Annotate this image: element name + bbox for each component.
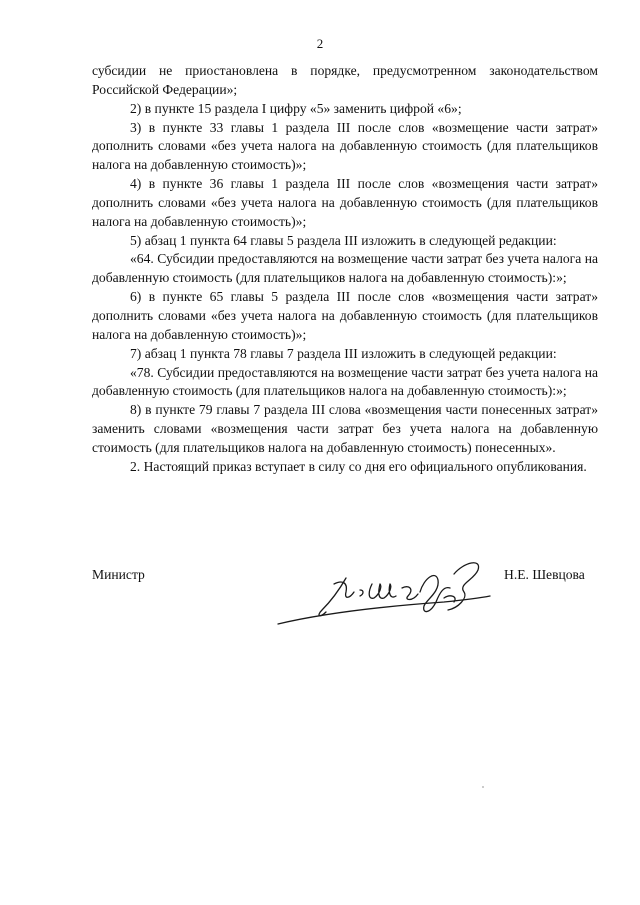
- paragraph-quote-64: «64. Субсидии предоставляются на возмещение части затрат без учета налога на добавленную стоимость (для плательщиков налога на добавленную стоимость):»;: [92, 251, 598, 286]
- paragraph-item-5: 5) абзац 1 пункта 64 главы 5 раздела III изложить в следующей редакции:: [130, 232, 557, 248]
- paragraph-item-6: 6) в пункте 65 главы 5 раздела III после слов «возмещения части затрат» дополнить словами «без учета налога на добавленную стоимость (для плательщиков налога на добавленную стоимость)»;: [92, 289, 598, 342]
- paragraph-item-4: 4) в пункте 36 главы 1 раздела III после слов «возмещения части затрат» дополнить словами «без учета налога на добавленную стоимость (для плательщиков налога на добавленную стоимость)»;: [92, 176, 598, 229]
- scan-speck: [482, 786, 484, 788]
- handwritten-signature: [268, 540, 498, 630]
- paragraph-item-8: 8) в пункте 79 главы 7 раздела III слова «возмещения части понесенных затрат» заменить словами «возмещения части затрат без учета налога на добавленную стоимость (для плательщиков налога на добавленную стоимость) понесенных».: [92, 402, 598, 455]
- paragraph-item-2: 2) в пункте 15 раздела I цифру «5» заменить цифрой «6»;: [130, 100, 462, 116]
- paragraph-continuation: субсидии не приостановлена в порядке, предусмотренном законодательством Российской Федерации»;: [92, 63, 598, 97]
- paragraph-quote-78: «78. Субсидии предоставляются на возмещение части затрат без учета налога на добавленную стоимость (для плательщиков налога на добавленную стоимость):»;: [92, 364, 598, 399]
- paragraph-effective-date: 2. Настоящий приказ вступает в силу со дня его официального опубликования.: [130, 458, 587, 474]
- paragraph-item-3: 3) в пункте 33 главы 1 раздела III после слов «возмещение части затрат» дополнить словами «без учета налога на добавленную стоимость (для плательщиков налога на добавленную стоимость)»;: [92, 119, 598, 173]
- page-number: 2: [316, 36, 324, 51]
- signatory-name: Н.Е. Шевцова: [504, 567, 585, 582]
- paragraph-item-7: 7) абзац 1 пункта 78 главы 7 раздела III изложить в следующей редакции:: [130, 345, 557, 361]
- signatory-title: Министр: [92, 567, 145, 582]
- body-text: [92, 62, 598, 477]
